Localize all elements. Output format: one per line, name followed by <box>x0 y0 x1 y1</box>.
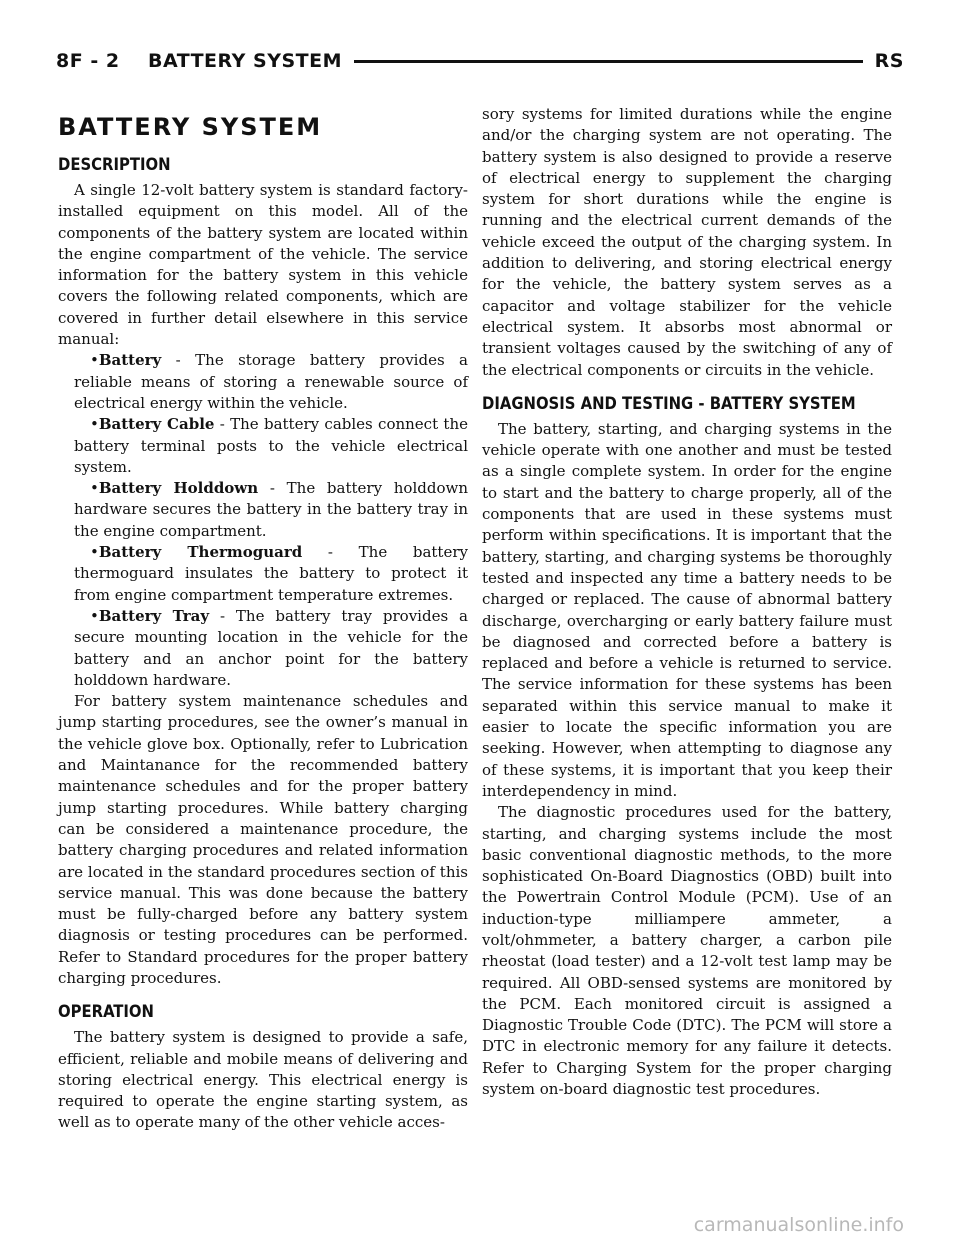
diagnosis-heading: DIAGNOSIS AND TESTING - BATTERY SYSTEM <box>482 393 856 413</box>
diagnosis-paragraph-1: The battery, starting, and charging systems in the vehicle operate with one another and must be tested as a single complete system. In order for the engine to start and the battery to charge properly, all of the components that are used in these systems must perform within specifications. It is important that the battery, starting, and charging systems be thoroughly tested and inspected any time a battery needs to be charged or replaced. The cause of abnormal battery discharge, overcharging or early battery failure must be diagnosed and corrected before a battery is replaced and before a vehicle is returned to service. The service information for these systems has been separated within this service manual to make it easier to locate the specific information you are seeking. However, when attempting to diagnose any of these systems, it is important that you keep their interdependency in mind. <box>482 419 892 800</box>
list-item <box>58 350 468 414</box>
operation-paragraph-start: The battery system is designed to provide a safe, efficient, reliable and mobile means of delivering and storing electrical energy. This electrical energy is required to operate the engine starting system, as well as to operate many of the other vehicle acces- <box>58 1028 468 1132</box>
description-intro: A single 12-volt battery system is standard factory-installed equipment on this model. All of the components of the battery system are located within the engine compartment of the vehicle. The service information for the battery system in this vehicle covers the following related components, which are covered in further detail elsewhere in this service manual: <box>58 181 468 349</box>
item-term: Battery Cable <box>98 415 215 434</box>
description-heading: DESCRIPTION <box>58 155 171 174</box>
list-item <box>58 542 468 606</box>
operation-heading: OPERATION <box>58 1002 154 1022</box>
description-closing: For battery system maintenance schedules and jump starting procedures, see the owner’s manual in the vehicle glove box. Optionally, refer to Lubrication and Maintanance for the recommended battery maintenance schedules and for the proper battery jump starting procedures. While battery charging can be considered a maintenance procedure, the battery charging procedures and related information are located in the standard procedures section of this service manual. This was done because the battery must be fully-charged before any battery system diagnosis or testing procedures can be performed. Refer to Standard procedures for the proper battery charging procedures. <box>58 692 468 987</box>
left-column <box>58 100 468 1134</box>
item-term: Battery <box>98 351 162 370</box>
list-item <box>58 414 468 478</box>
item-term: Battery Thermoguard <box>98 543 303 562</box>
item-term: Battery Tray <box>98 606 210 625</box>
bullet-icon: • <box>90 351 99 370</box>
diagnosis-paragraph-2: The diagnostic procedures used for the battery, starting, and charging systems include the most basic conventional diagnostic methods, to the more sophisticated On-Board Diagnostics (OBD) built into the Powertrain Control Module (PCM). Use of an induction-type milliampere ammeter, a volt/ohmmeter, a battery charger, a carbon pile rheostat (load tester) and a 12-volt test lamp may be required. All OBD-sensed systems are monitored by the PCM. Each monitored circuit is assigned a Diagnostic Trouble Code (DTC). The PCM will store a DTC in electronic memory for any failure it detects. Refer to Charging System for the proper charging system on-board diagnostic test procedures. <box>482 803 892 1099</box>
item-text: - The battery tray provides a secure mounting location in the vehicle for the battery and an anchor point for the battery holddown hardware. <box>74 606 468 689</box>
bullet-icon: • <box>90 543 99 562</box>
list-item <box>58 478 468 542</box>
item-text: - The storage battery provides a reliable means of storing a renewable source of electrical energy within the vehicle. <box>74 351 468 412</box>
item-term: Battery Holddown <box>98 479 259 498</box>
item-text: - The battery holddown hardware secures the battery in the battery tray in the engine compartment. <box>74 479 468 540</box>
bullet-icon: • <box>90 415 99 434</box>
operation-paragraph-continued: sory systems for limited durations while the engine and/or the charging system are not operating. The battery system is also designed to provide a reserve of electrical energy to supplement the charging system for short durations while the engine is running and the electrical current demands of the vehicle exceed the output of the charging system. In addition to delivering, and storing electrical energy for the vehicle, the battery system serves as a capacitor and voltage stabilizer for the vehicle electrical system. It absorbs most abnormal or transient voltages caused by the switching of any of the electrical components or circuits in the vehicle. <box>482 105 892 379</box>
header-rule <box>354 60 863 63</box>
bullet-icon: • <box>90 479 99 498</box>
item-text: - The battery thermoguard insulates the battery to protect it from engine compartment temperature extremes. <box>74 543 468 604</box>
header-page-label: 8F - 2 BATTERY SYSTEM <box>56 50 342 72</box>
right-column <box>482 104 892 1100</box>
page-title: BATTERY SYSTEM <box>58 113 323 141</box>
item-text: - The battery cables connect the battery terminal posts to the vehicle electrical system. <box>74 415 468 476</box>
list-item <box>58 606 468 691</box>
header-model-code: RS <box>874 50 904 72</box>
bullet-icon: • <box>90 606 99 625</box>
watermark: carmanualsonline.info <box>693 1214 904 1236</box>
page-header <box>56 46 904 76</box>
